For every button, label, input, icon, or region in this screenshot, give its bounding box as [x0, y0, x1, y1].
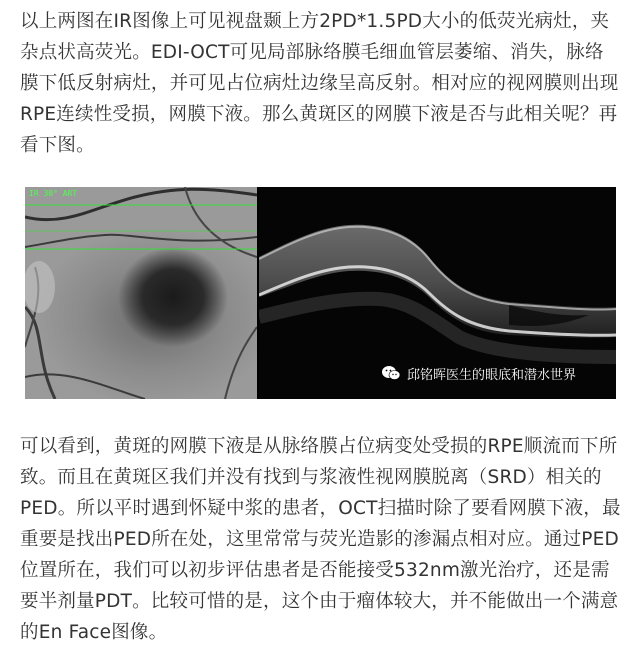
- ir-tag-label: IR 30° ART: [29, 189, 78, 198]
- ir-fundus-image: [25, 187, 257, 399]
- wechat-icon: [381, 365, 401, 381]
- watermark-text: 邱铭晖医生的眼底和潜水世界: [407, 367, 577, 383]
- intro-paragraph: 以上两图在IR图像上可见视盘颞上方2PD*1.5PD大小的低荧光病灶，夹杂点状高荧光。EDI-OCT可见局部脉络膜毛细血管层萎缩、消失，脉络膜下低反射病灶，并可见占位病灶边缘呈高反射。相对应的视网膜则出现RPE连续性受损，网膜下液。那么黄斑区的网膜下液是否与此相关呢？再看下图。: [20, 11, 619, 156]
- analysis-paragraph: 可以看到，黄斑的网膜下液是从脉络膜占位病变处受损的RPE顺流而下所致。而且在黄斑区我们并没有找到与浆液性视网膜脱离（SRD）相关的PED。所以平时遇到怀疑中浆的患者，OCT扫描时除了要看网膜下液，最重要是找出PED所在处，这里常常与荧光造影的渗漏点相对应。通过PED位置所在，我们可以初步评估患者是否能接受532nm激光治疗，还是需要半剂量PDT。比较可惜的是，这个由于瘤体较大，并不能做出一个满意的En Face图像。: [20, 436, 621, 643]
- fundus-oct-figure: [25, 187, 616, 399]
- watermark: [381, 362, 576, 384]
